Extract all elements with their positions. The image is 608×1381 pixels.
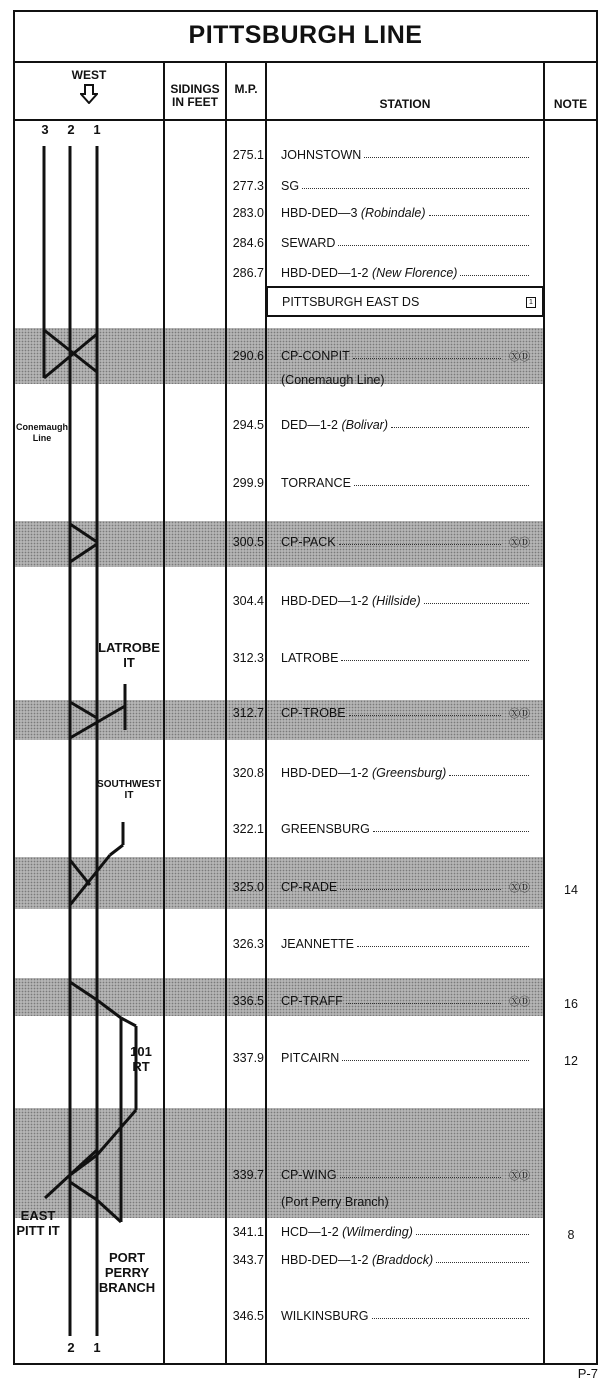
milepost: 277.3 — [232, 179, 264, 193]
page-number: P-7 — [577, 1366, 598, 1381]
station-name: PITCAIRN — [281, 1051, 340, 1065]
milepost: 294.5 — [232, 418, 264, 432]
station-name: DED—1-2 (Bolivar) — [281, 418, 388, 432]
leader-dots — [364, 148, 529, 158]
station-name: LATROBE — [281, 651, 339, 665]
station-entry — [281, 937, 531, 951]
milepost: 286.7 — [232, 266, 264, 280]
track-diagram — [0, 0, 165, 1380]
dispatcher-label: PITTSBURGH EAST DS — [282, 294, 420, 309]
dispatcher-icon: 1 — [526, 297, 536, 308]
station-name: SG — [281, 179, 300, 193]
leader-dots — [357, 937, 529, 947]
station-note: 16 — [564, 997, 578, 1011]
leader-dots — [340, 1168, 501, 1178]
station-location: (Wilmerding) — [342, 1225, 413, 1239]
leader-dots — [354, 476, 529, 486]
leader-dots — [346, 994, 501, 1004]
milepost: 337.9 — [232, 1051, 264, 1065]
track-number-2-bottom: 2 — [67, 1340, 75, 1355]
station-entry — [281, 266, 531, 280]
station-entry — [281, 1225, 531, 1239]
station-name: JOHNSTOWN — [281, 148, 362, 162]
direction-label: WEST — [71, 68, 107, 82]
station-name: CP-TRAFF — [281, 994, 343, 1008]
station-entry — [281, 766, 531, 780]
station-entry — [281, 1253, 531, 1267]
milepost: 290.6 — [232, 349, 264, 363]
conemaugh-line-label: Conemaugh Line — [15, 422, 68, 443]
station-location: (Hillside) — [372, 594, 421, 608]
milepost: 343.7 — [232, 1253, 264, 1267]
station-entry — [281, 349, 503, 363]
leader-dots — [373, 822, 529, 832]
column-rule-3 — [265, 63, 267, 1365]
sidings-header: SIDINGS IN FEET — [165, 63, 225, 121]
leader-dots — [424, 594, 529, 604]
leader-dots — [338, 236, 529, 246]
station-name: HBD-DED—1-2 (Hillside) — [281, 594, 421, 608]
milepost: 320.8 — [232, 766, 264, 780]
milepost: 299.9 — [232, 476, 264, 490]
leader-dots — [449, 766, 529, 776]
station-location: (Bolivar) — [341, 418, 388, 432]
note-header: NOTE — [545, 63, 596, 121]
station-entry — [281, 706, 503, 720]
station-name: CP-PACK — [281, 535, 336, 549]
milepost: 322.1 — [232, 822, 264, 836]
station-subtitle: (Port Perry Branch) — [281, 1195, 389, 1209]
station-entry — [281, 236, 531, 250]
station-entry — [281, 148, 531, 162]
leader-dots — [436, 1253, 529, 1263]
cp-symbol-icon: ⓍⒹ — [509, 996, 529, 1008]
station-name: TORRANCE — [281, 476, 351, 490]
station-entry — [281, 206, 531, 220]
station-name: CP-CONPIT — [281, 349, 350, 363]
southwest-it-label: SOUTHWEST IT — [97, 779, 161, 801]
milepost: 300.5 — [232, 535, 264, 549]
east-pitt-it-label: EAST PITT IT — [16, 1208, 60, 1238]
leader-dots — [349, 706, 501, 716]
station-location: (Greensburg) — [372, 766, 447, 780]
cp-symbol-icon: ⓍⒹ — [509, 1170, 529, 1182]
milepost: 312.3 — [232, 651, 264, 665]
station-entry — [281, 535, 503, 549]
leader-dots — [341, 651, 529, 661]
station-header: STATION — [267, 63, 543, 121]
cp-symbol-icon: ⓍⒹ — [509, 537, 529, 549]
leader-dots — [302, 179, 529, 189]
station-entry — [281, 822, 531, 836]
station-entry — [281, 418, 531, 432]
station-entry — [281, 179, 531, 193]
track-number-1-bottom: 1 — [93, 1340, 101, 1355]
milepost: 312.7 — [232, 706, 264, 720]
leader-dots — [429, 206, 529, 216]
station-entry — [281, 1051, 531, 1065]
leader-dots — [391, 418, 529, 428]
port-perry-branch-label: PORT PERRY BRANCH — [98, 1250, 156, 1295]
station-entry — [281, 1168, 503, 1182]
station-note: 8 — [567, 1228, 575, 1242]
cp-symbol-icon: ⓍⒹ — [509, 351, 529, 363]
milepost: 346.5 — [232, 1309, 264, 1323]
milepost: 326.3 — [232, 937, 264, 951]
leader-dots — [339, 535, 501, 545]
leader-dots — [353, 349, 501, 359]
station-location: (Robindale) — [360, 206, 426, 220]
station-subtitle: (Conemaugh Line) — [281, 373, 385, 387]
station-location: (New Florence) — [372, 266, 458, 280]
station-name: HBD-DED—1-2 (Greensburg) — [281, 766, 447, 780]
leader-dots — [460, 266, 529, 276]
station-name: SEWARD — [281, 236, 336, 250]
station-name: HBD-DED—1-2 (Braddock) — [281, 1253, 434, 1267]
station-entry — [281, 476, 531, 490]
station-name: HBD-DED—3 (Robindale) — [281, 206, 426, 220]
page-title: PITTSBURGH LINE — [13, 10, 598, 63]
station-name: CP-TROBE — [281, 706, 346, 720]
milepost: 325.0 — [232, 880, 264, 894]
station-note: 14 — [564, 883, 578, 897]
track-number-1-top: 1 — [93, 122, 101, 137]
station-name: HBD-DED—1-2 (New Florence) — [281, 266, 458, 280]
station-entry — [281, 880, 503, 894]
station-entry — [281, 594, 531, 608]
track-number-3-top: 3 — [41, 122, 49, 137]
leader-dots — [372, 1309, 529, 1319]
milepost: 284.6 — [232, 236, 264, 250]
milepost: 283.0 — [232, 206, 264, 220]
station-name: JEANNETTE — [281, 937, 354, 951]
station-entry — [281, 651, 531, 665]
cp-symbol-icon: ⓍⒹ — [509, 708, 529, 720]
station-note: 12 — [564, 1054, 578, 1068]
milepost: 341.1 — [232, 1225, 264, 1239]
station-name: CP-RADE — [281, 880, 338, 894]
milepost: 336.5 — [232, 994, 264, 1008]
latrobe-it-label: LATROBE IT — [98, 640, 160, 670]
milepost: 304.4 — [232, 594, 264, 608]
milepost: 275.1 — [232, 148, 264, 162]
station-entry — [281, 1309, 531, 1323]
station-name: CP-WING — [281, 1168, 337, 1182]
station-location: (Braddock) — [372, 1253, 434, 1267]
station-name: WILKINSBURG — [281, 1309, 369, 1323]
mp-header: M.P. — [227, 63, 265, 121]
leader-dots — [340, 880, 501, 890]
station-name: GREENSBURG — [281, 822, 370, 836]
cp-symbol-icon: ⓍⒹ — [509, 882, 529, 894]
track-number-2-top: 2 — [67, 122, 75, 137]
milepost: 339.7 — [232, 1168, 264, 1182]
column-rule-4 — [543, 63, 545, 1365]
station-name: HCD—1-2 (Wilmerding) — [281, 1225, 413, 1239]
leader-dots — [416, 1225, 529, 1235]
leader-dots — [342, 1051, 529, 1061]
rt-101-label: 101 RT — [130, 1044, 152, 1074]
station-entry — [281, 994, 503, 1008]
dispatcher-box — [266, 286, 544, 317]
